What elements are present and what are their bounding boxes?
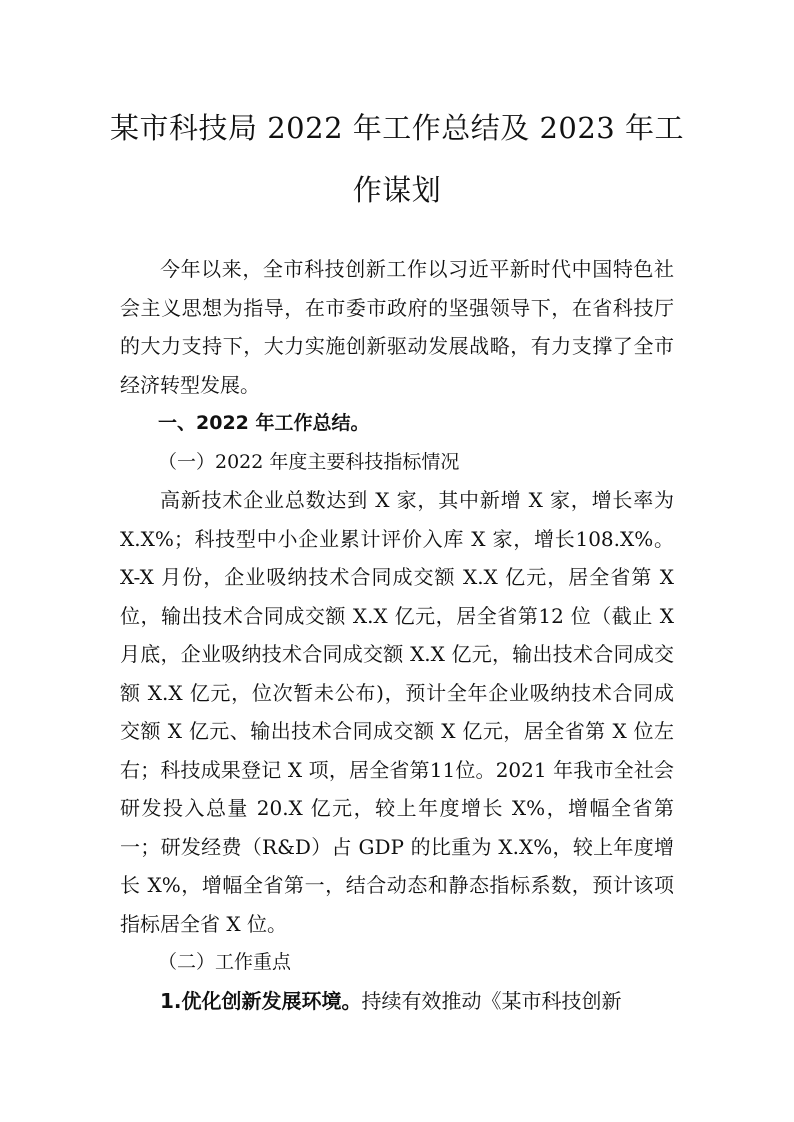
indicators-paragraph: 高新技术企业总数达到 X 家，其中新增 X 家，增长率为 X.X%；科技型中小企业累计评价入库 X 家，增长108.X%。X-X 月份，企业吸纳技术合同成交额 X.X 亿元，居全省第 X 位，输出技术合同成交额 X.X 亿元，居全省第12 位（截止 X 月底，企业吸纳技术合同成交额 X.X 亿元，输出技术合同成交额 X.X 亿元，位次暂未公布)，预计全年企业吸纳技术合同成交额 X 亿元、输出技术合同成交额 X 亿元，居全省第 X 位左右；科技成果登记 X 项，居全省第11位。2021 年我市全社会研发投入总量 20.X 亿元，较上年度增长 X%，增幅全省第一；研发经费（R&D）占 GDP 的比重为 X.X%，较上年度增长 X%，增幅全省第一，结合动态和静态指标系数，预计该项指标居全省 X 位。 bbox=[120, 488, 674, 936]
subsection-heading-2: （二）工作重点 bbox=[158, 951, 292, 973]
document-body bbox=[120, 250, 674, 1020]
intro-paragraph: 今年以来，全市科技创新工作以习近平新时代中国特色社会主义思想为指导，在市委市政府的坚强领导下，在省科技厅的大力支持下，大力实施创新驱动发展战略，有力支撑了全市经济转型发展。 bbox=[120, 257, 674, 397]
document-title: 某市科技局 2022 年工作总结及 2023 年工作谋划 bbox=[110, 111, 684, 207]
item-1-lead: 1.优化创新发展环境。 bbox=[160, 988, 362, 1013]
item-1-text: 持续有效推动《某市科技创新 bbox=[361, 988, 622, 1013]
section-heading-1: 一、2022 年工作总结。 bbox=[158, 412, 370, 434]
subsection-heading-1: （一）2022 年度主要科技指标情况 bbox=[158, 450, 460, 473]
item-1-paragraph bbox=[120, 982, 674, 1021]
